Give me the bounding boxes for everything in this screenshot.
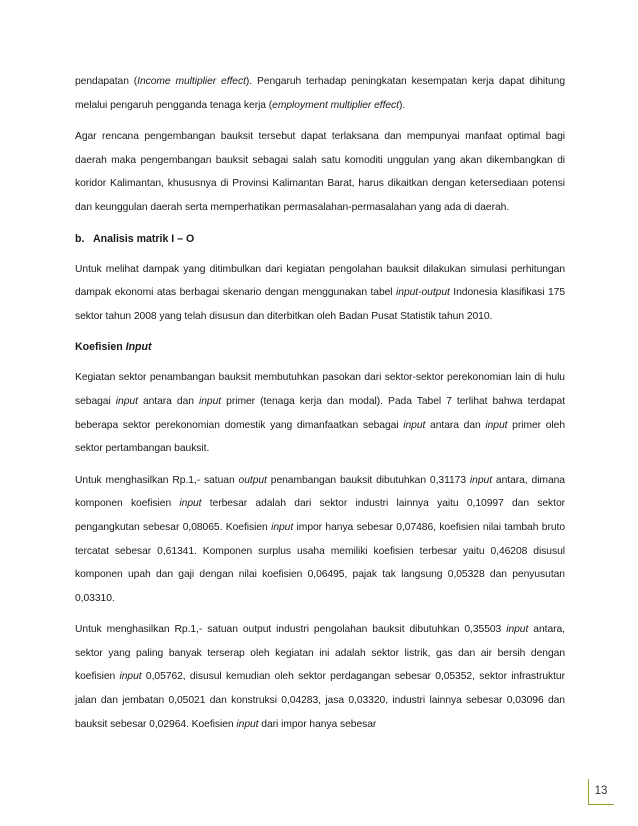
text-run: terbesar adalah dari sektor industri lainnya yaitu 0,10997 dan sektor pengangkutan sebesar 0,08065. Koefisien [75,498,566,533]
text-run: ). Pengaruh terhadap peningkatan kesempatan kerja dapat dihitung melalui pengaruh pengganda tenaga kerja ( [75,76,565,111]
italic-term: employment multiplier effect [272,99,399,111]
text-run: Untuk melihat dampak yang ditimbulkan dari kegiatan pengolahan bauksit dilakukan simulasi perhitungan dampak ekonomi atas berbagai skenario dengan menggunakan tabel [75,263,565,299]
italic-term: input-output [396,287,450,299]
text-run: antara dan [425,419,486,431]
text-run: primer oleh sektor pertambangan bauksit. [75,419,566,455]
section-title: Analisis matrik I – O [93,232,195,245]
text-run: Koefisien [75,341,126,354]
paragraph-mining-supply [75,366,565,460]
text-run: primer (tenaga kerja dan modal). Pada Tabel 7 terlihat bahwa terdapat beberapa sektor perekonomian domestik yang dimanfaatkan sebagai [75,395,566,431]
text-run: pendapatan ( [75,76,138,87]
italic-term: input [506,624,529,636]
text-run: antara dan [137,395,200,407]
italic-term: input [179,498,202,510]
italic-term: Income multiplier effect [137,76,246,87]
text-run: 0,05762, disusul kemudian oleh sektor perdagangan sebesar 0,05352, sektor infrastruktur jalan dan jembatan 0,05021 dan konstruksi 0,04283, jasa 0,03320, industri lainnya sebesar 0,03096 dan bauksit sebesar 0,02964. Koefisien [75,671,565,730]
italic-term: output [238,474,267,486]
italic-term: input [469,474,493,486]
italic-term: input [485,419,508,431]
text-run: dari impor hanya sebesar [258,718,377,730]
italic-term: Input [125,341,152,354]
italic-term: input [199,395,222,407]
section-heading-io-matrix [75,228,565,250]
text-run: Indonesia klasifikasi 175 sektor tahun 2008 yang telah disusun dan diterbitkan oleh Badan Pusat Statistik tahun 2010. [75,287,566,322]
subheading-input-coefficient [75,336,565,358]
italic-term: input [236,718,259,730]
page-number: 13 [594,785,608,797]
text-run: impor hanya sebesar 0,07486, koefisien nilai tambah bruto tercatat sebesar 0,61341. Komponen surplus usaha memiliki koefisien terbesar yaitu 0,46208 disusul komponen upah dan gaji dengan nilai koefisien 0,06495, pajak tak langsung 0,05328 dan penyusutan 0,03310. [75,521,565,604]
paragraph-mining-coefficients [75,469,565,611]
text-run: Untuk menghasilkan Rp.1,- satuan [75,474,239,486]
paragraph-processing-coefficients [75,618,565,736]
paragraph-income-multiplier [75,70,565,117]
text-run: Untuk menghasilkan Rp.1,- satuan output industri pengolahan bauksit dibutuhkan 0,35503 [75,624,507,636]
text-run: ). [398,99,406,111]
italic-term: input [403,419,426,431]
page-content [75,70,565,744]
italic-term: input [119,671,142,683]
text-run: antara, sektor yang paling banyak terserap oleh kegiatan ini adalah sektor listrik, gas dan air bersih dengan koefisien [75,624,565,683]
paragraph-development-plan: Agar rencana pengembangan bauksit tersebut dapat terlaksana dan mempunyai manfaat optimal bagi daerah maka pengembangan bauksit sebagai salah satu komoditi unggulan yang akan dikembangkan di koridor Kalimantan, khususnya di Provinsi Kalimantan Barat, harus dikaitkan dengan ketersediaan potensi dan keunggulan daerah serta memperhatikan permasalahan-permasalahan yang ada di daerah. [75,131,565,213]
text-run: Kegiatan sektor penambangan bauksit membutuhkan pasokan dari sektor-sektor perekonomian lain di hulu sebagai [75,372,565,407]
italic-term: input [271,521,294,533]
text-run: penambangan bauksit dibutuhkan 0,31173 [266,474,470,486]
paragraph-simulation [75,258,565,329]
italic-term: input [115,395,138,407]
text-run: antara, dimana komponen koefisien [75,474,565,510]
section-marker: b. [75,232,85,245]
